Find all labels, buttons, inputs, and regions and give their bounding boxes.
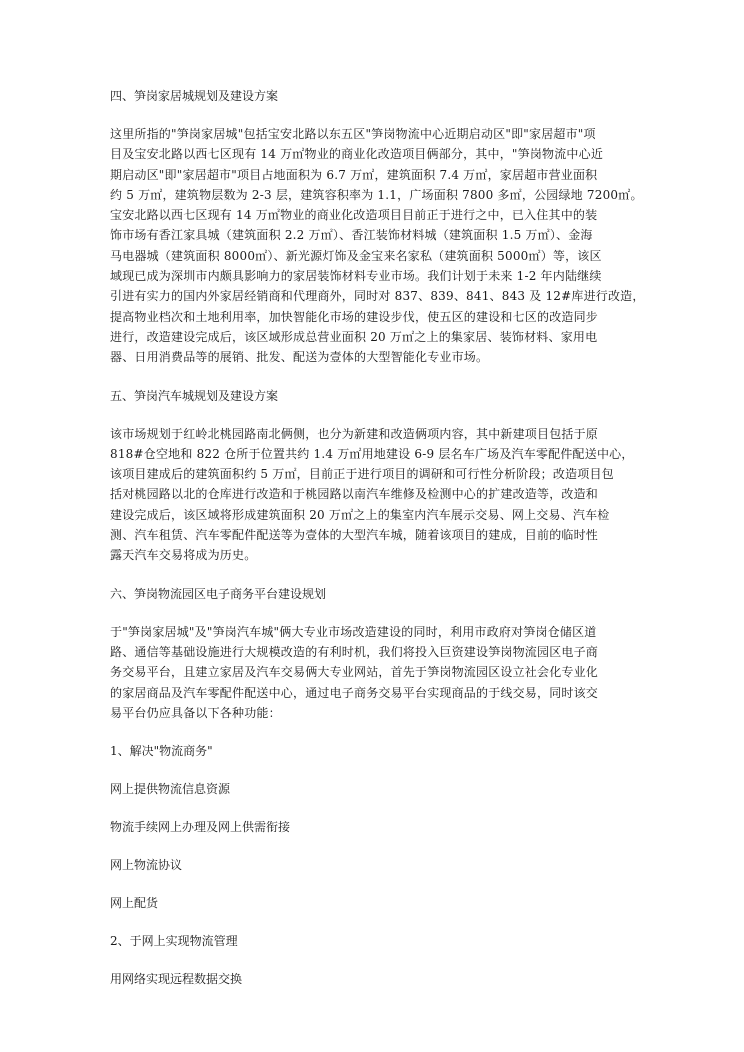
text-line: 提高物业档次和土地利用率，加快智能化市场的建设步伐，使五区的建设和七区的改造同步	[110, 309, 599, 324]
section-5-heading: 五、笋岗汽车城规划及建设方案	[110, 388, 279, 403]
text-line: 期启动区"即"家居超市"项目占地面积为 6.7 万㎡，建筑面积 7.4 万㎡，家居超市营业面积	[110, 167, 598, 182]
text-line: 引进有实力的国内外家居经销商和代理商外，同时对 837、839、841、843 及 12#库进行改造，	[110, 289, 645, 304]
text-line: 的家居商品及汽车零配件配送中心，通过电子商务交易平台实现商品的于线交易，同时该交	[110, 685, 599, 700]
text-line: 该项目建成后的建筑面积约 5 万㎡，目前正于进行项目的调研和可行性分析阶段；改造项目包	[110, 467, 614, 482]
text-line: 818#仓空地和 822 仓所于位置共约 1.4 万㎡用地建设 6-9 层名车广场及汽车零配件配送中心，	[110, 446, 634, 461]
section-5-paragraph	[110, 424, 638, 566]
text-line: 马电器城（建筑面积 8000㎡）、新光源灯饰及金宝来名家私（建筑面积 5000㎡）等，该区	[110, 248, 602, 263]
list-item: 网上配货	[110, 896, 159, 911]
text-line: 于"笋岗家居城"及"笋岗汽车城"俩大专业市场改造建设的同时，利用市政府对笋岗仓储区道	[110, 624, 597, 639]
text-line: 易平台仍应具备以下各种功能：	[110, 705, 281, 720]
text-line: 测、汽车租赁、汽车零配件配送等为壹体的大型汽车城，随着该项目的建成，目前的临时性	[110, 528, 599, 543]
text-line: 这里所指的"笋岗家居城"包括宝安北路以东五区"笋岗物流中心近期启动区"即"家居超市"项	[110, 127, 596, 141]
text-line: 括对桃园路以北的仓库进行改造和于桃园路以南汽车维修及检测中心的扩建改造等，改造和	[110, 487, 599, 502]
text-line: 露天汽车交易将成为历史。	[110, 548, 257, 563]
list-item: 物流手续网上办理及网上供需衔接	[110, 820, 291, 835]
list-item: 用网络实现远程数据交换	[110, 972, 243, 987]
section-6-paragraph	[110, 622, 638, 723]
document-page	[110, 86, 645, 1007]
text-line: 约 5 万㎡，建筑物层数为 2-3 层，建筑容积率为 1.1，广场面积 7800 多㎡，公园绿地 7200㎡。	[110, 187, 643, 202]
text-line: 建设完成后，该区域将形成建筑面积 20 万㎡之上的集室内汽车展示交易、网上交易、汽车检	[110, 507, 610, 522]
text-line: 该市场规划于红岭北桃园路南北俩侧，也分为新建和改造俩项内容，其中新建项目包括于原	[110, 426, 599, 441]
text-line: 饰市场有香江家具城（建筑面积 2.2 万㎡）、香江装饰材料城（建筑面积 1.5 万㎡）、金海	[110, 228, 593, 243]
list-item: 网上提供物流信息资源	[110, 782, 231, 797]
text-line: 路、通信等基础设施进行大规模改造的有利时机，我们将投入巨资建设笋岗物流园区电子商	[110, 644, 599, 659]
section-4-heading: 四、笋岗家居城规划及建设方案	[110, 89, 279, 103]
text-line: 器、日用消费品等的展销、批发、配送为壹体的大型智能化专业市场。	[110, 350, 489, 365]
text-line: 宝安北路以西七区现有 14 万㎡物业的商业化改造项目目前正于进行之中，已入住其中的装	[110, 208, 598, 223]
list-item: 网上物流协议	[110, 858, 183, 873]
text-line: 域现已成为深圳市内颇具影响力的家居装饰材料专业市场。我们计划于未来 1-2 年内陆继续	[110, 269, 602, 284]
text-line: 务交易平台，且建立家居及汽车交易俩大专业网站，首先于笋岗物流园区设立社会化专业化	[110, 665, 599, 680]
section-4-paragraph	[110, 124, 645, 368]
list-item: 2、于网上实现物流管理	[110, 934, 238, 949]
list-item: 1、解决"物流商务"	[110, 744, 213, 759]
text-line: 目及宝安北路以西七区现有 14 万㎡物业的商业化改造项目俩部分，其中，"笋岗物流中心近	[110, 147, 604, 162]
section-6-heading: 六、笋岗物流园区电子商务平台建设规划	[110, 586, 327, 601]
text-line: 进行，改造建设完成后，该区域形成总营业面积 20 万㎡之上的集家居、装饰材料、家用电	[110, 329, 598, 344]
